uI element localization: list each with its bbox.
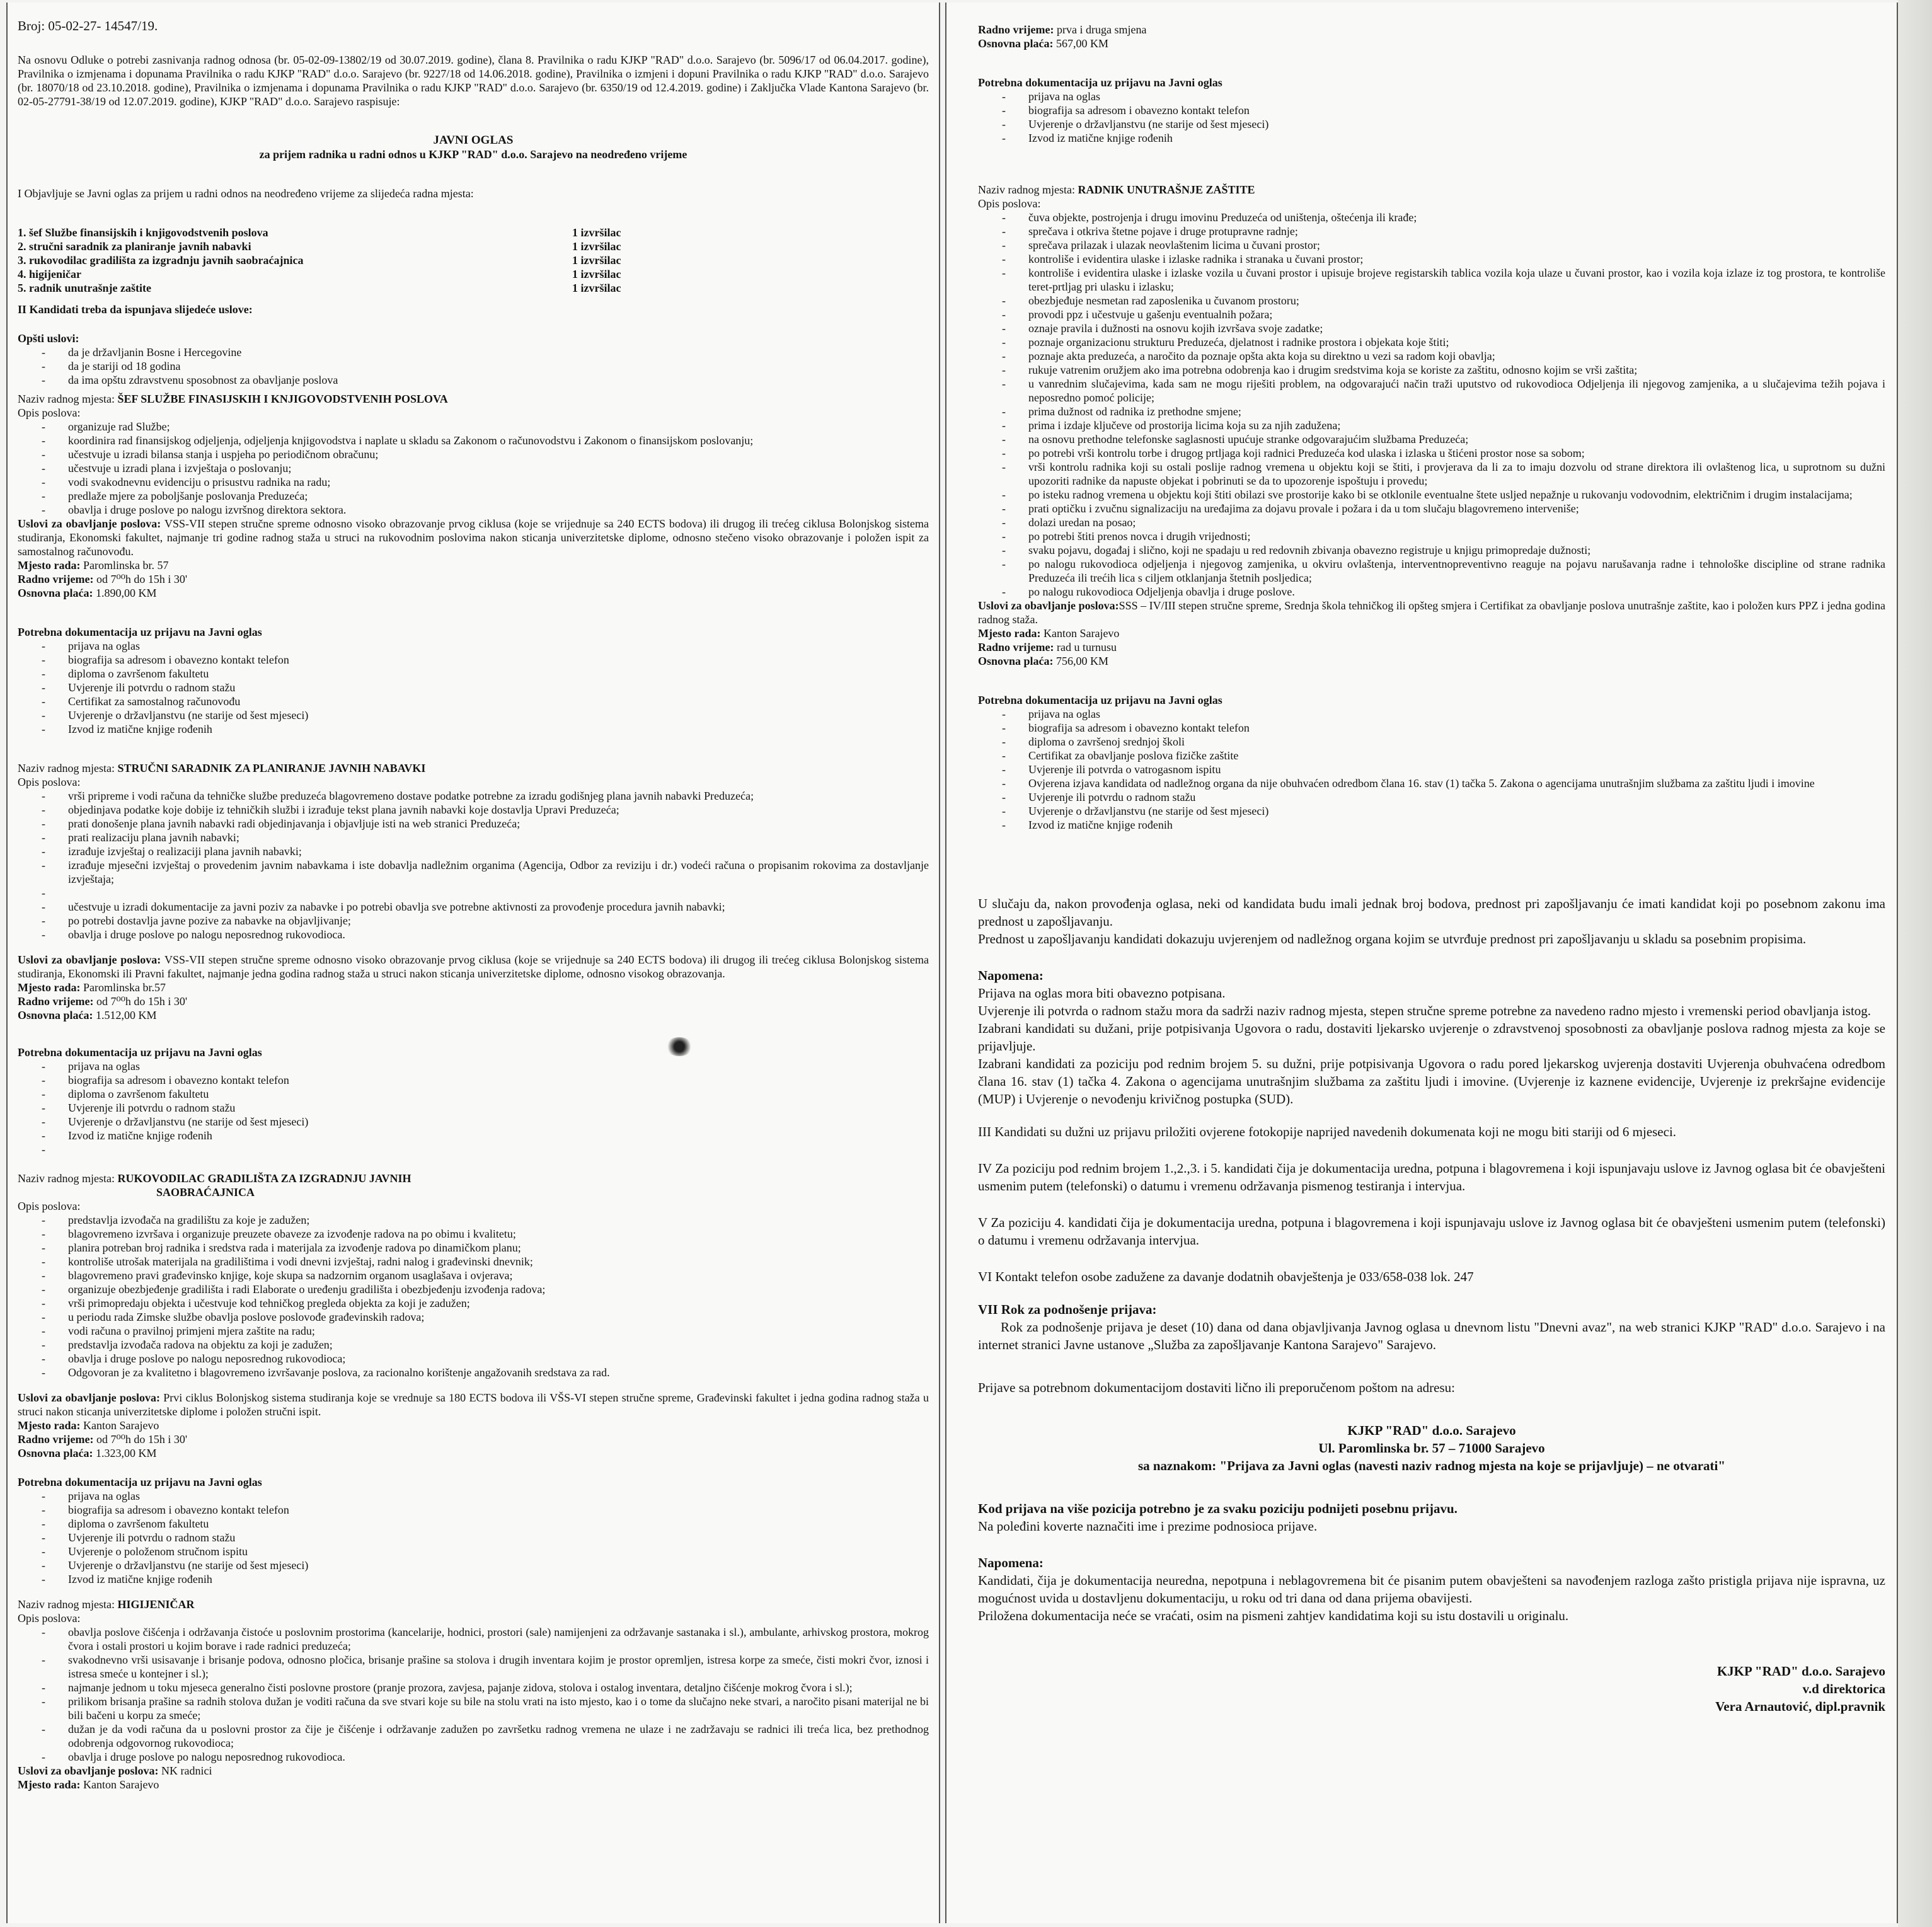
- note-line: Prijava na oglas mora biti obavezno potpisana.: [978, 986, 1226, 1001]
- job-1-salary: [18, 586, 929, 600]
- list-item: - Uvjerenje ili potvrdu o radnom stažu: [18, 1101, 929, 1115]
- job-2-time: [18, 994, 929, 1008]
- list-item: - izrađuje izvještaj o realizaciji plana javnih nabavki;: [18, 844, 929, 858]
- job-2-place: [18, 981, 929, 994]
- job-4-duties: [18, 1625, 929, 1764]
- section-1-heading: I Objavljuje se Javni oglas za prijem u radni odnos na neodređeno vrijeme za slijedeća radna mjesta:: [18, 187, 474, 200]
- job-4-conditions: [18, 1764, 929, 1778]
- job-2-title: [18, 761, 929, 775]
- section-2-heading: II Kandidati treba da ispunjava slijedeće uslove:: [18, 303, 253, 316]
- section-7: Rok za podnošenje prijava je deset (10) dana od dana objavljivanja Javnog oglasa u dnevnom listu "Dnevni avaz", na web stranici KJKP "RAD" d.o.o. Sarajevo i na internet stranici Javne ustanove „Služba za zapošljavanje Kantona Sarajevo" Sarajevo.: [978, 1320, 1885, 1352]
- list-item: - Ovjerena izjava kandidata od nadležnog organa da nije obuhvaćen odredbom člana 16. stav (1) tačka 5. Zakona o agencijama unutrašnjim službama za zaštitu ljudi i imovine: [978, 776, 1885, 790]
- ad-subtitle: za prijem radnika u radni odnos u KJKP "RAD" d.o.o. Sarajevo na neodređeno vrijeme: [259, 148, 687, 161]
- list-item: - u vanrednim slučajevima, kada sam ne mogu riješiti problem, na odgovarajući način traži uputstvo od rukovodioca Odjeljenja ili njegovog zamjenika, a u slučajevima težih pojava i neposredno pomoć policije;: [978, 377, 1885, 405]
- job-3-place: [18, 1418, 929, 1432]
- address-line: Ul. Paromlinska br. 57 – 71000 Sarajevo: [1318, 1441, 1545, 1456]
- right-column: [945, 3, 1898, 1923]
- list-item: - diploma o završenom fakultetu: [18, 1517, 929, 1531]
- multi-application-note: Kod prijava na više pozicija potrebno je za svaku poziciju podnijeti posebnu prijavu.: [978, 1501, 1458, 1516]
- list-item: - Uvjerenje ili potvrda o vatrogasnom ispitu: [978, 762, 1885, 776]
- job-name: RADNIK UNUTRAŠNJE ZAŠTITE: [1078, 183, 1255, 196]
- list-item: - učestvuje u izradi bilansa stanja i uspjeha po periodičnom obračunu;: [18, 447, 929, 461]
- list-item: - obavlja i druge poslove po nalogu neposrednog rukovodioca.: [18, 928, 929, 941]
- note-line: Priložena dokumentacija neće se vraćati, osim na pismeni zahtjev kandidatima koji su istu dostavili u originalu.: [978, 1608, 1569, 1623]
- list-item: - Uvjerenje o državljanstvu (ne starije od šest mjeseci): [18, 1558, 929, 1572]
- list-item: - prijava na oglas: [18, 1489, 929, 1503]
- duties-label: Opis poslova:: [18, 1200, 81, 1212]
- list-item: - učestvuje u izradi plana i izvještaja o poslovanju;: [18, 461, 929, 475]
- list-item: - obavlja i druge poslove po nalogu izvršnog direktora sektora.: [18, 503, 929, 517]
- list-item: - blagovremeno izvršava i organizuje preuzete obaveze za izvođenje radova na po obimu i kvalitetu;: [18, 1227, 929, 1241]
- list-item: - Uvjerenje ili potvrdu o radnom stažu: [978, 790, 1885, 804]
- list-item: - najmanje jednom u toku mjeseca generalno čisti poslovne prostore (pranje prozora, zavjesa, pajanje zidova, stolova i ostalog inventara, detaljno čišćenje mokrog čvora i sl.);: [18, 1681, 929, 1694]
- job-4-docs: [978, 89, 1885, 145]
- list-item: - koordinira rad finansijskog odjeljenja, odjeljenja knjigovodstva i naplate u skladu sa Zakonom o računovodstvu i Zakonom o finansijskom poslovanju;: [18, 434, 929, 447]
- list-item: - predstavlja izvođača radova na objektu za koji je zadužen;: [18, 1338, 929, 1352]
- job-1-place: [18, 558, 929, 572]
- envelope-note: Na poleđini koverte naznačiti ime i prezime podnosioca prijave.: [978, 1519, 1318, 1534]
- list-item: - Certifikat za obavljanje poslova fizičke zaštite: [978, 749, 1885, 762]
- job-3-salary: [18, 1446, 929, 1460]
- job-5-salary: [978, 654, 1885, 668]
- job-1-duties: [18, 420, 929, 517]
- section-4: IV Za poziciju pod rednim brojem 1.,2.,3. i 5. kandidati čija je dokumentacija uredna, potpuna i blagovremena i koji ispunjavaju uslove iz Javnog oglasa bit će obavješteni usmenim putem (telefonski) o datumu i vremenu održavanja pismenog testiranja i intervjua.: [978, 1161, 1885, 1194]
- priority-paragraph: Prednost u zapošljavanju kandidati dokazuju uvjerenjem od nadležnog organa kojim se utvrđuje prednost pri zapošljavanju u skladu sa posebnim propisima.: [978, 931, 1807, 946]
- list-item: - sprečava prilazak i ulazak neovlaštenim licima u čuvani prostor;: [978, 238, 1885, 252]
- list-item: - prati optičku i zvučnu signalizaciju na uređajima za dojavu provale i požara i da u tom slučaju blagovremeno interveniše;: [978, 502, 1885, 515]
- list-item: - vrši kontrolu radnika koji su ostali poslije radnog vremena u objektu koji se štiti, i provjerava da li za to imaju dozvolu od strane direktora ili ovlaštenog lica, u suprotnom su dužni upozoriti radnike da napuste objekat i pobrinuti se da to upozorenje ispoštuju i provedu;: [978, 460, 1885, 488]
- time-label: Radno vrijeme:: [18, 573, 96, 585]
- salary-label: Osnovna plaća:: [18, 1009, 96, 1021]
- job-5-docs: [978, 707, 1885, 832]
- section-6: VI Kontakt telefon osobe zadužene za davanje dodatnih obavještenja je 033/658-038 lok. 247: [978, 1269, 1474, 1284]
- place-label: Mjesto rada:: [18, 1419, 83, 1432]
- docs-heading: Potrebna dokumentacija uz prijavu na Javni oglas: [18, 1476, 262, 1488]
- list-item: - biografija sa adresom i obavezno kontakt telefon: [978, 721, 1885, 735]
- position-name: 3. rukovodilac gradilišta za izgradnju javnih saobraćajnica: [18, 254, 304, 267]
- list-item: - čuva objekte, postrojenja i drugu imovinu Preduzeća od uništenja, oštećenja ili krađe;: [978, 210, 1885, 224]
- position-name: 5. radnik unutrašnje zaštite: [18, 282, 152, 294]
- general-conditions-heading: Opšti uslovi:: [18, 332, 79, 345]
- job-name: HIGIJENIČAR: [117, 1598, 195, 1611]
- list-item: - prima i izdaje ključeve od prostorija licima koja su za njih zadužena;: [978, 418, 1885, 432]
- list-item: - prilikom brisanja prašine sa radnih stolova dužan je voditi računa da sve stvari koje su bile na stolu vrati na isto mjesto, kao i o tome da slučajno neke stvari, a naročito pisani materijal ne bi bili bačeni u korpu za smeće;: [18, 1694, 929, 1722]
- list-item: - na osnovu prethodne telefonske saglasnosti upućuje stranke odgovarajućim službama Preduzeća;: [978, 432, 1885, 446]
- list-item: - poznaje organizacionu strukturu Preduzeća, djelatnost i radnike prostora i objekata koje štiti;: [978, 335, 1885, 349]
- list-item: - objedinjava podatke koje dobije iz tehničkih službi i izrađuje tekst plana javnih nabavki koje dostavlja Upravi Preduzeća;: [18, 803, 929, 817]
- duties-label: Opis poslova:: [18, 1612, 81, 1625]
- job-3-title-line2: SAOBRAĆAJNICA: [156, 1186, 255, 1199]
- list-item: - predlaže mjere za poboljšanje poslovanja Preduzeća;: [18, 489, 929, 503]
- list-item: - da ima opštu zdravstvenu sposobnost za obavljanje poslova: [18, 373, 929, 387]
- conditions-label: Uslovi za obavljanje poslova:: [18, 953, 164, 966]
- list-item: - predstavlja izvođača na gradilištu za koje je zadužen;: [18, 1213, 929, 1227]
- list-item: - vodi računa o pravilnoj primjeni mjera zaštite na radu;: [18, 1324, 929, 1338]
- note-line: Izabrani kandidati za poziciju pod rednim brojem 5. su dužni, prije potpisivanja Ugovora o radu pored ljekarskog uvjerenja dostaviti Uvjerenja obuhvaćena odredbom člana 16. stav (1) tačka 4. Zakona o agencijama unutrašnjim službama za zaštitu ljudi i imovine. (Uvjerenje iz kaznene evidencije, Uvjerenje iz prekršajne evidencije (MUP) i Uvjerenje o nevođenju krivičnog postupka (SUD).: [978, 1056, 1885, 1107]
- conditions-label: Uslovi za obavljanje poslova:: [18, 1764, 162, 1777]
- job-name-label: Naziv radnog mjesta:: [18, 762, 118, 774]
- job-2-salary: [18, 1008, 929, 1022]
- list-item: - prijava na oglas: [18, 1059, 929, 1073]
- list-item: - blagovremeno pravi građevinsko knjige, koje skupa sa nadzornim organom usaglašava i ovjerava;: [18, 1268, 929, 1282]
- list-item: - diploma o završenom fakultetu: [18, 667, 929, 681]
- list-item: - svakodnevno vrši usisavanje i brisanje podova, odnosno pločica, brisanje prašine sa stolova i drugih inventara kojim je prostor opremljen, istresa korpe za smeće, čisti mokri čvor, iznosi i istresa smeće u kontejner i sl.);: [18, 1653, 929, 1681]
- salary-label: Osnovna plaća:: [18, 1447, 96, 1459]
- conditions-label: Uslovi za obavljanje poslova:: [18, 1391, 164, 1404]
- conditions-label: Uslovi za obavljanje poslova:: [18, 517, 164, 530]
- conditions-text: NK radnici: [161, 1764, 212, 1777]
- time-label: Radno vrijeme:: [978, 641, 1057, 653]
- list-item: - vrši primopredaju objekta i učestvuje kod tehničkog pregleda objekta za koji je zadužen;: [18, 1296, 929, 1310]
- list-item: - po potrebi štiti prenos novca i drugih vrijednosti;: [978, 529, 1885, 543]
- position-count: 1 izvršilac: [572, 254, 621, 267]
- place-value: Kanton Sarajevo: [1043, 627, 1120, 640]
- closing-section: [978, 895, 1885, 1715]
- note-line: Izabrani kandidati su dužani, prije potpisivanja Ugovora o radu, dostaviti ljekarsko uvjerenje o zdravstvenoj sposobnosti za obavljanje poslova radnog mjesta za koje se prijavljuje.: [978, 1021, 1885, 1054]
- section-3: III Kandidati su dužni uz prijavu priložiti ovjerene fotokopije naprijed navedenih dokumenata koji ne mogu biti stariji od 6 mjeseci.: [978, 1124, 1677, 1139]
- list-item: - Izvod iz matične knjige rođenih: [978, 818, 1885, 832]
- job-2-docs: [18, 1059, 929, 1156]
- position-count: 1 izvršilac: [572, 226, 621, 239]
- list-item: - sprečava i otkriva štetne pojave i druge protupravne radnje;: [978, 224, 1885, 238]
- job-name: ŠEF SLUŽBE FINASIJSKIH I KNJIGOVODSTVENIH POSLOVA: [117, 393, 448, 405]
- list-item: - prima dužnost od radnika iz prethodne smjene;: [978, 405, 1885, 418]
- section-7-heading: VII Rok za podnošenje prijava:: [978, 1302, 1157, 1317]
- docs-heading: [18, 1037, 929, 1059]
- section-5: V Za poziciju 4. kandidati čija je dokumentacija uredna, potpuna i blagovremena i koji ispunjavaju uslove iz Javnog oglasa bit će obavješteni usmenim putem (telefonski) o datumu i vremenu održavanja intervjua.: [978, 1215, 1885, 1248]
- note-heading: Napomena:: [978, 1555, 1044, 1570]
- job-name: STRUČNI SARADNIK ZA PLANIRANJE JAVNIH NABAVKI: [117, 762, 426, 774]
- list-item: - po nalogu rukovodioca odjeljenja i njegovog zamjenika, u okviru ovlaštenja, interventnopreventivno reaguje na pojavu narušavanja radne i tehnološke discipline od strane radnika Preduzeća ili trećih lica s ciljem otklanjanja štetnih posljedica;: [978, 557, 1885, 585]
- signature-company: KJKP "RAD" d.o.o. Sarajevo: [1716, 1664, 1885, 1679]
- position-name: 2. stručni saradnik za planiranje javnih nabavki: [18, 240, 251, 253]
- adjacent-page-edge: [1898, 0, 1932, 1927]
- note-heading: Napomena:: [978, 968, 1044, 983]
- list-item: - prati realizaciju plana javnih nabavki;: [18, 831, 929, 844]
- list-item: - oznaje pravila i dužnosti na osnovu kojih izvršava svoje zadatke;: [978, 321, 1885, 335]
- job-2-duties: [18, 789, 929, 941]
- list-item: - izrađuje mjesečni izvještaj o provedenim javnim nabavkama i iste dobavlja nadležnim organima (Agencija, Odbor za reviziju i dr.) vodeći računa o propisanim rokovima za dostavljanje izvještaja;: [18, 858, 929, 886]
- docs-heading-text: Potrebna dokumentacija uz prijavu na Javni oglas: [18, 1046, 262, 1059]
- docs-heading: Potrebna dokumentacija uz prijavu na Javni oglas: [978, 76, 1222, 89]
- conditions-text: SSS – IV/III stepen stručne spreme, Srednja škola tehničkog ili opšteg smjera i Certifikat za obavljanje poslova unutrašnje zaštite, kao i položen kurs PPZ i jedna godina radnog staža.: [978, 599, 1885, 626]
- left-column: [6, 3, 940, 1923]
- note-line: Kandidati, čija je dokumentacija neuredna, nepotpuna i neblagovremena bit će pisanim putem obavješteni sa navođenjem razloga zašto pristigla prijava nije ispravna, uz mogućnost uvida u dostavljenu dokumentaciju, u roku od tri dana od dana prijema obavijesti.: [978, 1573, 1885, 1606]
- list-item: - provodi ppz i učestvuje u gašenju eventualnih požara;: [978, 308, 1885, 321]
- job-name-label: Naziv radnog mjesta:: [18, 1598, 118, 1611]
- job-5-duties: [978, 210, 1885, 599]
- list-item: - po isteku radnog vremena u objektu koji štiti obilazi sve prostorije kako bi se otklonile eventualne štete usljed nepažnje u rukovanju vodovodnim, električnim i drugim instalacijama;: [978, 488, 1885, 502]
- conditions-label: Uslovi za obavljanje poslova:: [978, 599, 1119, 612]
- list-item: - po nalogu rukovodioca Odjeljenja obavlja i druge poslove.: [978, 585, 1885, 599]
- list-item: - da je stariji od 18 godina: [18, 359, 929, 373]
- salary-value: 756,00 KM: [1056, 655, 1109, 667]
- list-item: - Izvod iz matične knjige rođenih: [18, 722, 929, 736]
- salary-label: Osnovna plaća:: [18, 587, 96, 599]
- list-item: - svaku pojavu, događaj i slično, koji ne spadaju u red redovnih zbivanja obavezno registruje u knjigu primopredaje dužnosti;: [978, 543, 1885, 557]
- docs-heading: Potrebna dokumentacija uz prijavu na Javni oglas: [978, 694, 1222, 706]
- list-item: - Uvjerenje ili potvrdu o radnom stažu: [18, 1531, 929, 1544]
- list-item: [18, 886, 929, 900]
- list-item: - dolazi uredan na posao;: [978, 515, 1885, 529]
- list-item: - učestvuje u izradi dokumentacije za javni poziv za nabavke i po potrebi obavlja sve potrebne aktivnosti za provođenje procedura javnih nabavki;: [18, 900, 929, 914]
- place-label: Mjesto rada:: [18, 1778, 83, 1791]
- positions-list: [18, 226, 929, 295]
- list-item: - Izvod iz matične knjige rođenih: [978, 131, 1885, 145]
- duties-label: Opis poslova:: [18, 776, 81, 788]
- job-4-title: [18, 1597, 929, 1611]
- time-value: prva i druga smjena: [1056, 23, 1147, 36]
- time-value: od 7⁰⁰h do 15h i 30': [96, 995, 188, 1008]
- address-line: KJKP "RAD" d.o.o. Sarajevo: [1347, 1423, 1516, 1438]
- list-item: - biografija sa adresom i obavezno kontakt telefon: [978, 103, 1885, 117]
- ad-title: JAVNI OGLAS: [433, 134, 514, 147]
- list-item: - prijava na oglas: [978, 89, 1885, 103]
- list-item: - obavlja i druge poslove po nalogu neposrednog rukovodioca.: [18, 1750, 929, 1764]
- place-value: Kanton Sarajevo: [83, 1419, 159, 1432]
- list-item: - biografija sa adresom i obavezno kontakt telefon: [18, 653, 929, 667]
- list-item: - organizuje obezbjeđenje gradilišta i radi Elaborate o uređenju gradilišta i obezbjeđenju izvođenja radova;: [18, 1282, 929, 1296]
- list-item: - kontroliše utrošak materijala na gradilištima i vodi dnevni izvještaj, radni nalog i građevinski dnevnik;: [18, 1255, 929, 1268]
- conditions-text: VSS-VII stepen stručne spreme odnosno visoko obrazovanje prvog ciklusa (koje se vrijednuje sa 240 ECTS bodova) ili drugog ili trećeg ciklusa Bolonjskog sistema studiranja, Ekonomski ili Pravni fakultet, najmanje jedna godina radnog staža u struci nakon sticanja univerzitetske diplome, odnosno visokog obrazovanja.: [18, 953, 929, 980]
- preamble: Na osnovu Odluke o potrebi zasnivanja radnog odnosa (br. 05-02-09-13802/19 od 30.07.2019. godine), člana 8. Pravilnika o radu KJKP "RAD" d.o.o. Sarajevo (br. 5096/17 od 06.04.2017. godine), Pravilnika o izmjenama i dopunama Pravilnika o radu KJKP "RAD" d.o.o. Sarajevo (br. 9227/18 od 14.06.2018. godine), Pravilnika o izmjeni i dopuni Pravilnika o radu KJKP "RAD" d.o.o. Sarajevo (br. 18070/18 od 23.10.2018. godine), Pravilnika o izmjenama i dopunama Pravilnika o radu KJKP "RAD" d.o.o. Sarajevo (br. 6350/19 od 12.4.2019. godine) i Zaključka Vlade Kantona Sarajevo (br. 02-05-27791-38/19 od 12.07.2019. godine), KJKP "RAD" d.o.o. Sarajevo raspisuje:: [18, 54, 929, 108]
- list-item: - u periodu rada Zimske službe obavlja poslove poslovođe građevinskih radova;: [18, 1310, 929, 1324]
- place-label: Mjesto rada:: [18, 981, 83, 994]
- job-4-time: [978, 23, 1885, 37]
- position-name: 1. šef Službe finansijskih i knjigovodstvenih poslova: [18, 226, 268, 239]
- job-name-label: Naziv radnog mjesta:: [18, 1172, 118, 1185]
- place-value: Kanton Sarajevo: [83, 1778, 159, 1791]
- list-item: - Uvjerenje ili potvrdu o radnom stažu: [18, 681, 929, 694]
- duties-label: Opis poslova:: [978, 197, 1041, 210]
- time-label: Radno vrijeme:: [18, 1433, 96, 1446]
- signature-title: v.d direktorica: [1802, 1681, 1885, 1696]
- list-item: - da je državljanin Bosne i Hercegovine: [18, 345, 929, 359]
- job-3-conditions: [18, 1391, 929, 1418]
- list-item: - prijava na oglas: [18, 639, 929, 653]
- list-item: - diploma o završenoj srednjoj školi: [978, 735, 1885, 749]
- priority-paragraph: U slučaju da, nakon provođenja oglasa, neki od kandidata budu imali jednak broj bodova, prednost pri zapošljavanju će imati kandidat koji po posebnom zakonu ima prednost u zapošljavanju.: [978, 896, 1885, 929]
- list-item: - Izvod iz matične knjige rođenih: [18, 1572, 929, 1586]
- list-item: - prijava na oglas: [978, 707, 1885, 721]
- list-item: [18, 1142, 929, 1156]
- note-line: Uvjerenje ili potvrda o radnom stažu mora da sadrži naziv radnog mjesta, stepen stručne spreme potrebne za navedeno radno mjesto i vremenski period obavljanja istog.: [978, 1003, 1872, 1018]
- job-4-salary: [978, 37, 1885, 50]
- list-item: - Uvjerenje o položenom stručnom ispitu: [18, 1544, 929, 1558]
- list-item: - vrši pripreme i vodi računa da tehničke službe preduzeća blagovremeno dostave podatke potrebne za izradu godišnjeg plana javnih nabavki Preduzeća;: [18, 789, 929, 803]
- salary-value: 1.890,00 KM: [96, 587, 157, 599]
- list-item: - rukuje vatrenim oružjem ako ima potrebna odobrenja kao i drugim sredstvima koja se koriste za zaštitu, odnosno kojim se vrši zaštita;: [978, 363, 1885, 377]
- list-item: - obavlja i druge poslove po nalogu neposrednog rukovodioca;: [18, 1352, 929, 1366]
- salary-value: 1.512,00 KM: [96, 1009, 157, 1021]
- position-count: 1 izvršilac: [572, 240, 621, 253]
- time-value: od 7⁰⁰h do 15h i 30': [96, 1433, 188, 1446]
- job-5-place: [978, 626, 1885, 640]
- list-item: - biografija sa adresom i obavezno kontakt telefon: [18, 1503, 929, 1517]
- reference-number: Broj: 05-02-27- 14547/19.: [18, 18, 158, 33]
- job-3-title: [18, 1171, 929, 1185]
- list-item: - planira potreban broj radnika i sredstva rada i materijala za izvođenje radova po dinamičkom planu;: [18, 1241, 929, 1255]
- job-2-conditions: [18, 953, 929, 981]
- job-name: RUKOVODILAC GRADILIŠTA ZA IZGRADNJU JAVNIH: [117, 1172, 411, 1185]
- job-1-docs: [18, 639, 929, 736]
- list-item: - organizuje rad Službe;: [18, 420, 929, 434]
- list-item: - prati donošenje plana javnih nabavki radi objedinjavanja i objavljuje isti na web stranici Preduzeća;: [18, 817, 929, 831]
- list-item: - obezbjeđuje nesmetan rad zaposlenika u čuvanom prostoru;: [978, 294, 1885, 308]
- job-1-title: [18, 392, 929, 406]
- list-item: - dužan je da vodi računa da u poslovni prostor za čije je čišćenje i održavanje zadužen po završetku radnog vremena ne ulaze i ne zadržavaju se radnici ili treća lica, bez prethodnog odobrenja odgovornog rukovodioca;: [18, 1722, 929, 1750]
- job-5-time: [978, 640, 1885, 654]
- list-item: - poznaje akta preduzeća, a naročito da poznaje opšta akta koja su direktno u vezi sa radom koji obavlja;: [978, 349, 1885, 363]
- position-name: 4. higijeničar: [18, 268, 81, 280]
- job-3-docs: [18, 1489, 929, 1586]
- place-value: Paromlinska br. 57: [83, 559, 169, 572]
- list-item: - Izvod iz matične knjige rođenih: [18, 1129, 929, 1142]
- list-item: - po potrebi vrši kontrolu torbe i drugog prtljaga koji radnici Preduzeća kod ulaska i izlaska u štićeni prostor nose sa sobom;: [978, 446, 1885, 460]
- position-count: 1 izvršilac: [572, 268, 621, 280]
- list-item: - Odgovoran je za kvalitetno i blagovremeno izvršavanje poslova, za racionalno korištenje angažovanih sredstava za rad.: [18, 1366, 929, 1379]
- list-item: - vodi svakodnevnu evidenciju o prisustvu radnika na radu;: [18, 475, 929, 489]
- list-item: - Uvjerenje o državljanstvu (ne starije od šest mjeseci): [978, 117, 1885, 131]
- job-name-label: Naziv radnog mjesta:: [978, 183, 1078, 196]
- time-label: Radno vrijeme:: [978, 23, 1057, 36]
- job-3-time: [18, 1432, 929, 1446]
- place-label: Mjesto rada:: [978, 627, 1044, 640]
- conditions-text: VSS-VII stepen stručne spreme odnosno visoko obrazovanje prvog ciklusa (koje se vrijednuje sa 240 ECTS bodova) ili drugog ili trećeg ciklusa Bolonjskog sistema studiranja, Ekonomski fakultet, najmanje tri godine radnog staža u struci na rukovodnim poslovima nakon sticanja univerzitetske diplome, odnosno stečeno visoko obrazovanje i položen ispit za samostalnog računovođu.: [18, 517, 929, 558]
- time-value: rad u turnusu: [1056, 641, 1117, 653]
- duties-label: Opis poslova:: [18, 406, 81, 419]
- ink-blot: [665, 1037, 693, 1056]
- place-label: Mjesto rada:: [18, 559, 83, 572]
- general-conditions-list: [18, 345, 929, 387]
- job-name-label: Naziv radnog mjesta:: [18, 393, 118, 405]
- list-item: - po potrebi dostavlja javne pozive za nabavke na objavljivanje;: [18, 914, 929, 928]
- time-label: Radno vrijeme:: [18, 995, 96, 1008]
- time-value: od 7⁰⁰h do 15h i 30': [96, 573, 188, 585]
- signature-name: Vera Arnautović, dipl.pravnik: [1715, 1699, 1885, 1714]
- place-value: Paromlinska br.57: [83, 981, 166, 994]
- list-item: - Uvjerenje o državljanstvu (ne starije od šest mjeseci): [18, 708, 929, 722]
- salary-label: Osnovna plaća:: [978, 37, 1057, 50]
- salary-value: 567,00 KM: [1056, 37, 1109, 50]
- list-item: - diploma o završenom fakultetu: [18, 1087, 929, 1101]
- address-note: sa naznakom: "Prijava za Javni oglas (navesti naziv radnog mjesta na koje se prijavljuje) – ne otvarati": [1137, 1458, 1726, 1473]
- list-item: - kontroliše i evidentira ulaske i izlaske vozila u čuvani prostor i upisuje brojeve registarskih tablica vozila koja ulaze u čuvani prostor, kao i vozila koja izlaze iz tog prostora, te kontroliše teret-prtljag pri ulasku i izlasku;: [978, 266, 1885, 294]
- job-5-conditions: [978, 599, 1885, 626]
- docs-heading: Potrebna dokumentacija uz prijavu na Javni oglas: [18, 626, 262, 638]
- job-3-duties: [18, 1213, 929, 1379]
- list-item: - biografija sa adresom i obavezno kontakt telefon: [18, 1073, 929, 1087]
- submission-instructions: Prijave sa potrebnom dokumentacijom dostaviti lično ili preporučenom poštom na adresu:: [978, 1380, 1456, 1395]
- list-item: - Certifikat za samostalnog računovođu: [18, 694, 929, 708]
- list-item: - Uvjerenje o državljanstvu (ne starije od šest mjeseci): [978, 804, 1885, 818]
- salary-value: 1.323,00 KM: [96, 1447, 157, 1459]
- position-count: 1 izvršilac: [572, 282, 621, 294]
- salary-label: Osnovna plaća:: [978, 655, 1057, 667]
- conditions-text: Prvi ciklus Bolonjskog sistema studiranja koje se vrednuje sa 180 ECTS bodova ili VŠS-VI stepen stručne spreme, Građevinski fakultet i jedna godina radnog staža u struci nakon sticanja univerzitetske diplome i položen stručni ispit.: [18, 1391, 929, 1418]
- job-5-title: [978, 183, 1885, 197]
- job-4-place: [18, 1778, 929, 1792]
- job-1-time: [18, 572, 929, 586]
- list-item: - Uvjerenje o državljanstvu (ne starije od šest mjeseci): [18, 1115, 929, 1129]
- list-item: - kontroliše i evidentira ulaske i izlaske radnika i stranaka u čuvani prostor;: [978, 252, 1885, 266]
- job-1-conditions: [18, 517, 929, 558]
- list-item: - obavlja poslove čišćenja i održavanja čistoće u poslovnim prostorima (kancelarije, hodnici, prostori (sale) namijenjeni za održavanje sastanaka i sl.), ambulante, arhivskog prostora, mokrog čvora i ostali prostori u kojim borave i rade radnici preduzeća;: [18, 1625, 929, 1653]
